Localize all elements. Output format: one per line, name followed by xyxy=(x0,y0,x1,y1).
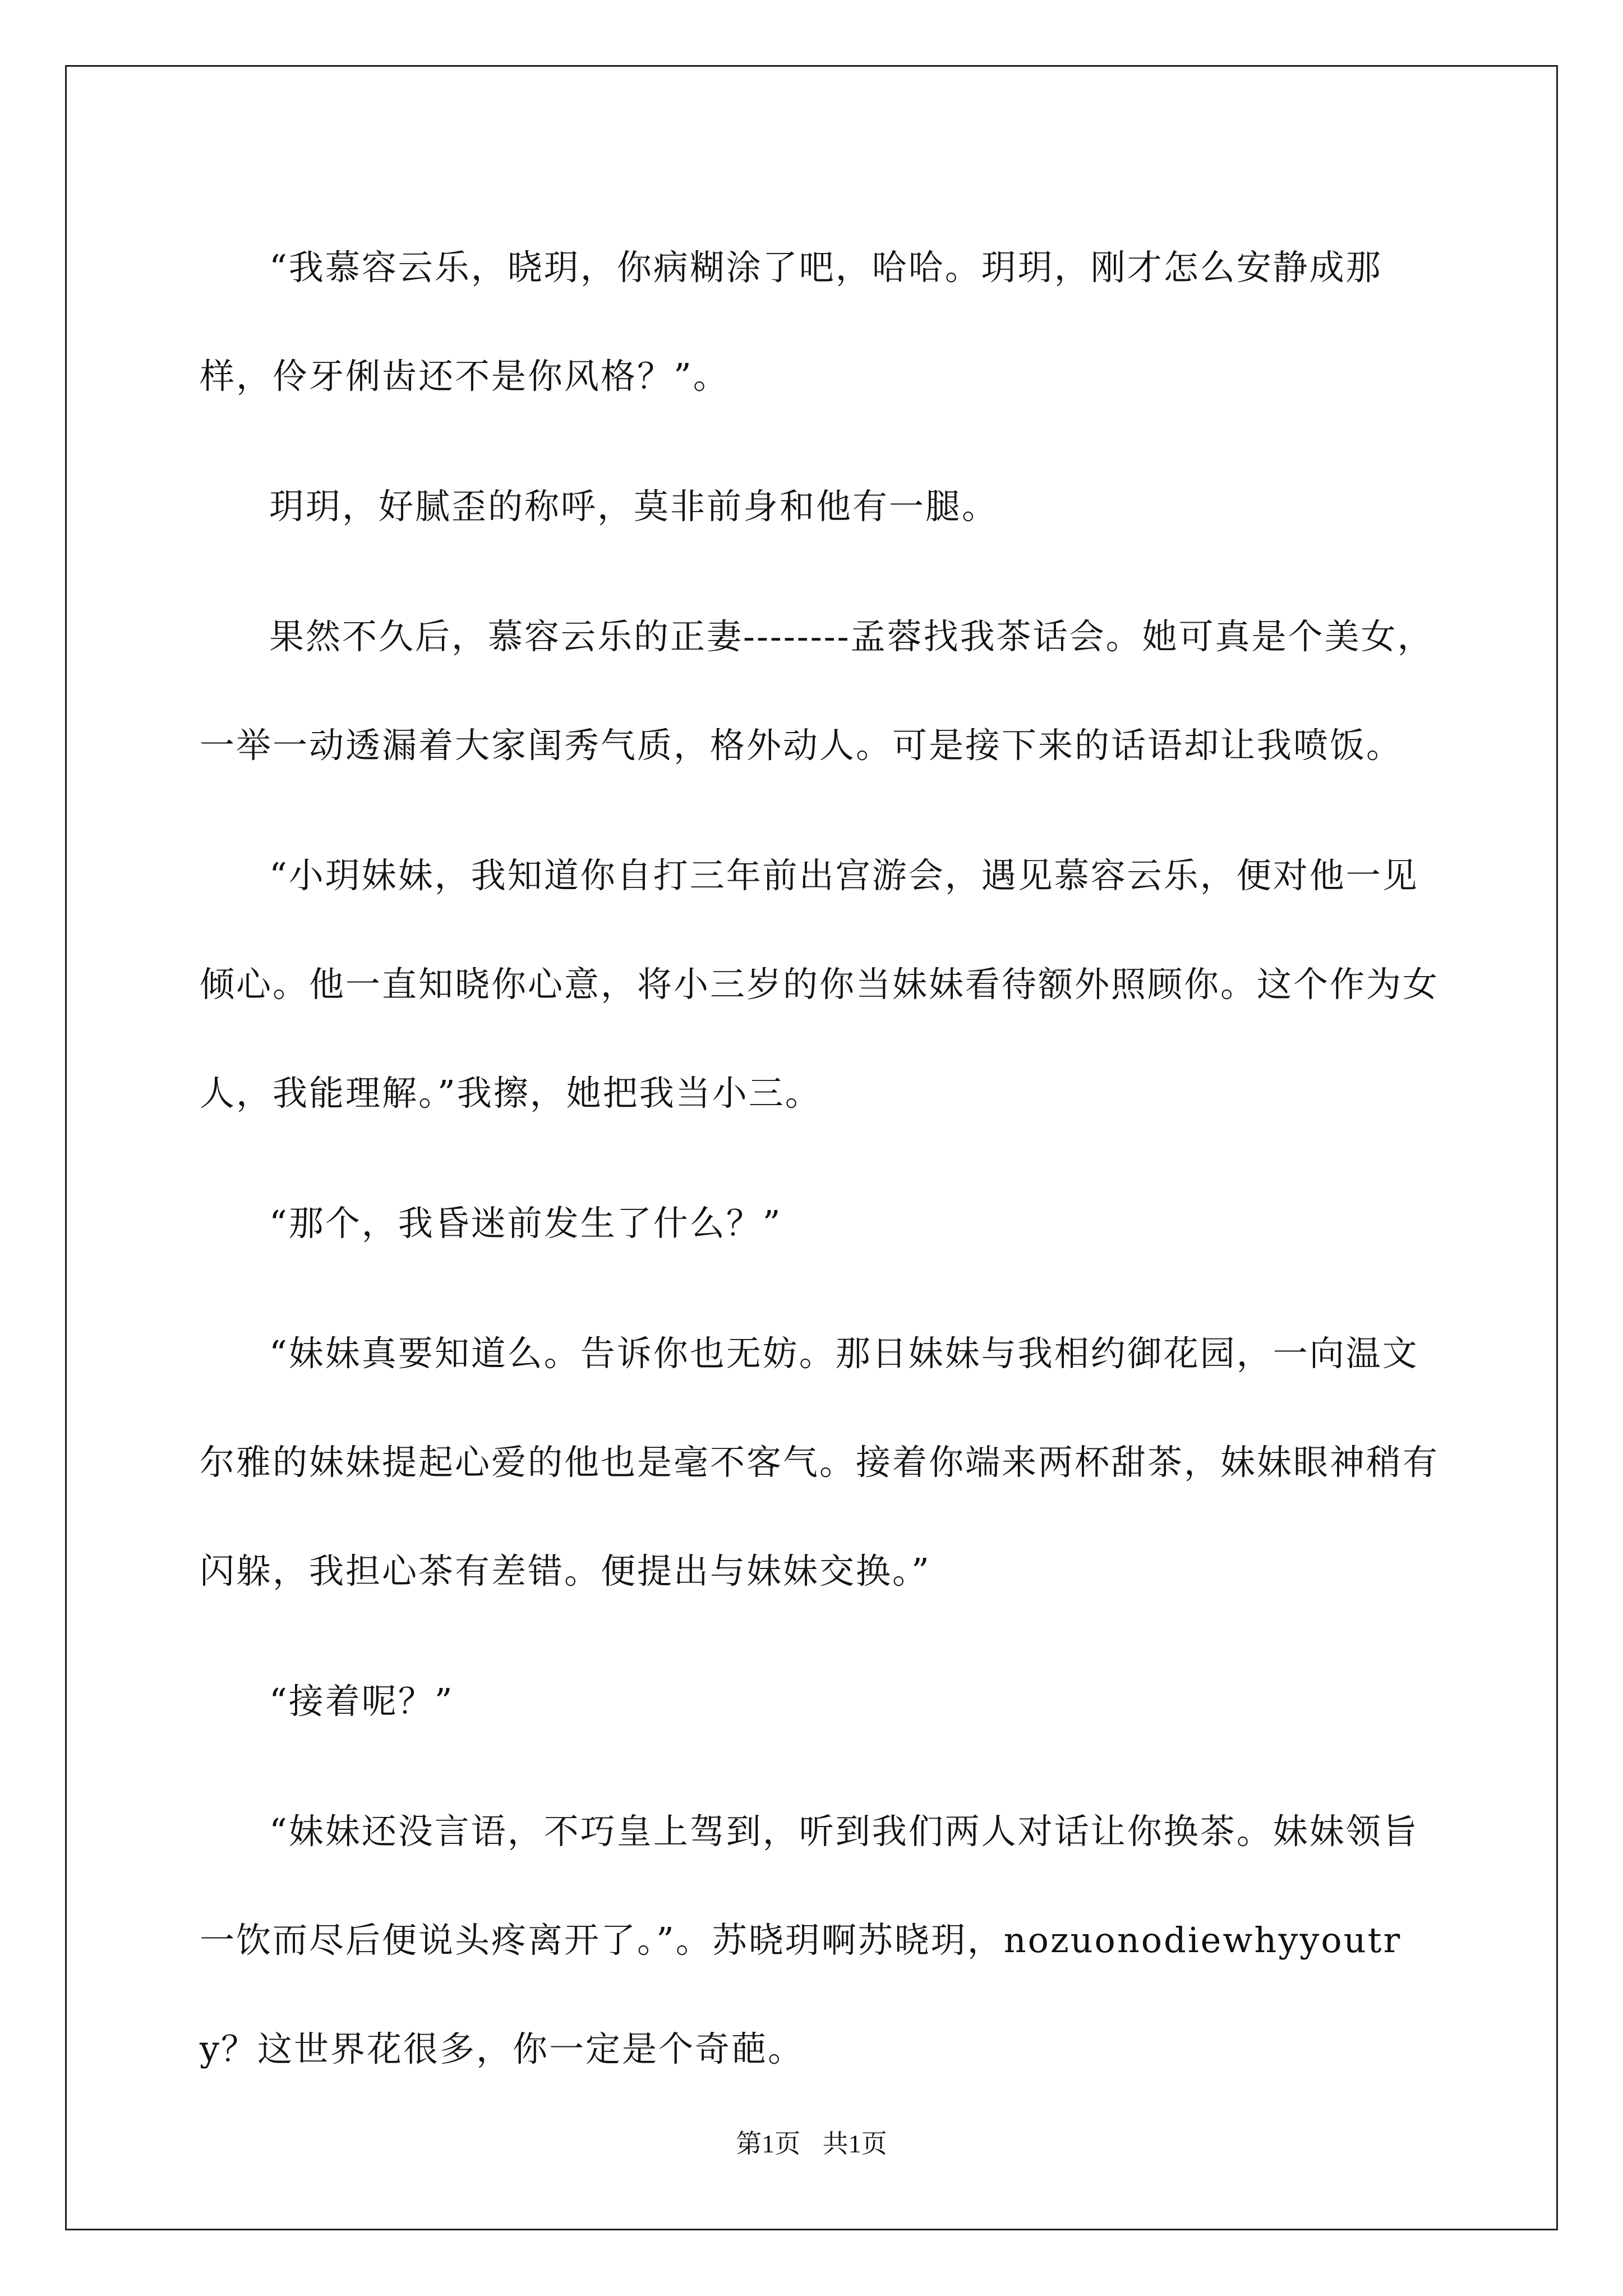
paragraph: “妹妹真要知道么。告诉你也无妨。那日妹妹与我相约御花园，一向温文尔雅的妹妹提起心爱的他也是毫不客气。接着你端来两杯甜茶，妹妹眼神稍有闪躲，我担心茶有差错。便提出与妹妹交换。” xyxy=(200,1333,1440,1591)
paragraph: “我慕容云乐，晓玥，你病糊涂了吧，哈哈。玥玥，刚才怎么安静成那样，伶牙俐齿还不是你风格？”。 xyxy=(200,247,1382,397)
paragraph: “妹妹还没言语，不巧皇上驾到，听到我们两人对话让你换茶。妹妹领旨一饮而尽后便说头疼离开了。”。苏晓玥啊苏晓玥，nozuonodiewhyyoutry？这世界花很多，你一定是个奇葩。 xyxy=(200,1811,1419,2069)
paragraph: “接着呢？” xyxy=(269,1681,454,1722)
page-number: 第1页 xyxy=(736,2129,801,2158)
paragraph: 玥玥，好腻歪的称呼，莫非前身和他有一腿。 xyxy=(269,486,999,527)
paragraph: “那个，我昏迷前发生了什么？” xyxy=(269,1203,782,1244)
total-pages: 共1页 xyxy=(822,2129,887,2158)
paragraph: 果然不久后，慕容云乐的正妻--------孟蓉找我茶话会。她可真是个美女，一举一动透漏着大家闺秀气质，格外动人。可是接下来的话语却让我喷饭。 xyxy=(200,616,1434,766)
paragraph: “小玥妹妹，我知道你自打三年前出宫游会，遇见慕容云乐，便对他一见倾心。他一直知晓你心意，将小三岁的你当妹妹看待额外照顾你。这个作为女人，我能理解。”我擦，她把我当小三。 xyxy=(200,855,1440,1114)
page-footer xyxy=(0,2123,1623,2160)
document-body xyxy=(200,213,1439,2125)
